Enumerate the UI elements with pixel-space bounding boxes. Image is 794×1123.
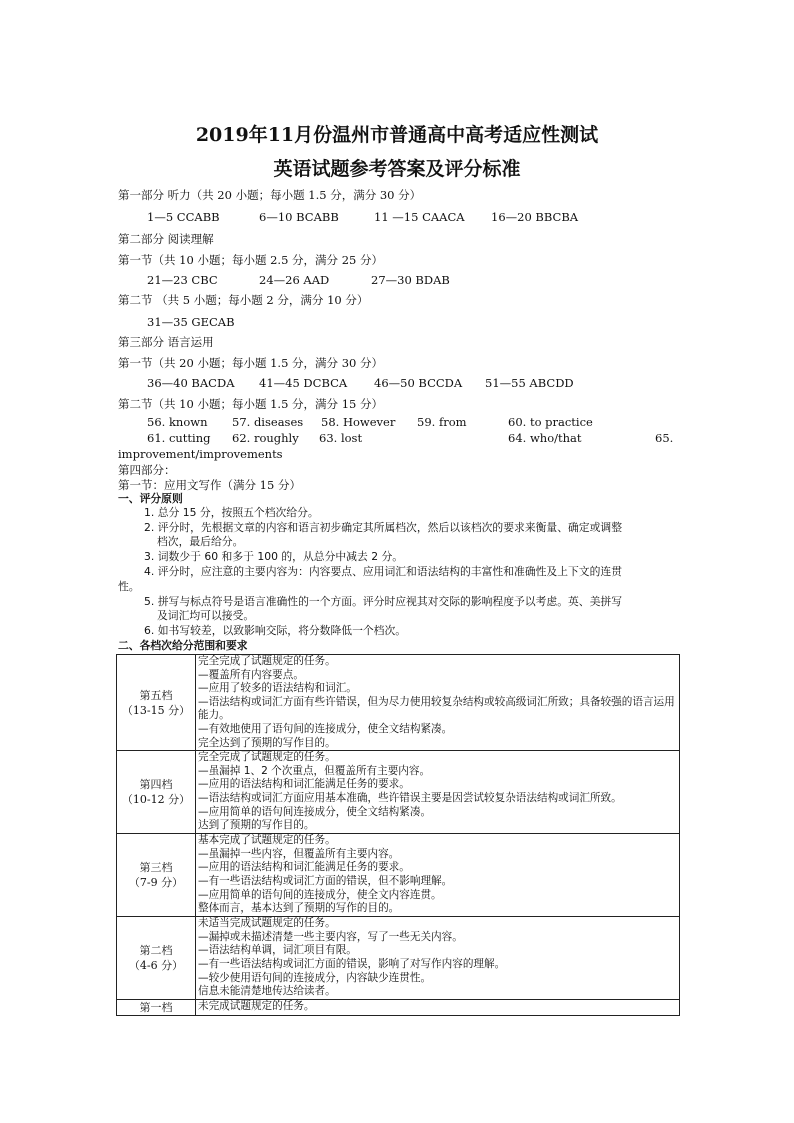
answer-item: 56. known <box>147 415 208 429</box>
answer-item: 62. roughly <box>232 431 299 445</box>
level-name: 第三档 <box>139 861 173 875</box>
level-range: （4-6 分） <box>128 959 184 973</box>
principle-line: 6. 如书写较差，以致影响交际，将分数降低一个档次。 <box>144 624 407 637</box>
table-row <box>117 1000 680 1016</box>
part2-sec1-heading: 第一节（共 10 小题；每小题 2.5 分，满分 25 分） <box>118 253 383 267</box>
description-line: —虽漏掉一些内容，但覆盖所有主要内容。 <box>198 847 400 860</box>
description-line: 完全完成了试题规定的任务。 <box>198 655 336 667</box>
part4-heading: 第四部分： <box>118 463 176 477</box>
description-line: —应用了较多的语法结构和词汇。 <box>198 682 357 695</box>
level-name: 第四档 <box>139 778 173 792</box>
level-description <box>196 917 680 1000</box>
level-range: （7-9 分） <box>128 876 184 890</box>
part2-heading: 第二部分 阅读理解 <box>118 232 214 246</box>
part1-heading: 第一部分 听力（共 20 小题；每小题 1.5 分，满分 30 分） <box>118 188 422 202</box>
levels-heading: 二、各档次给分范围和要求 <box>118 639 248 652</box>
description-line: —应用的语法结构和词汇能满足任务的要求。 <box>198 861 410 874</box>
answer-group: 36—40 BACDA <box>147 376 235 390</box>
description-line: 基本完成了试题规定的任务。 <box>198 834 336 847</box>
level-range: （10-12 分） <box>121 793 191 807</box>
description-line: —有一些语法结构或词汇方面的错误，影响了对写作内容的理解。 <box>198 957 506 970</box>
part3-heading: 第三部分 语言运用 <box>118 335 214 349</box>
answer-item: 57. diseases <box>232 415 304 429</box>
level-description <box>196 751 680 834</box>
answer-group: 21—23 CBC <box>147 273 218 287</box>
part2-sec2-heading: 第二节 （共 5 小题；每小题 2 分，满分 10 分） <box>118 293 369 307</box>
level-cell <box>117 834 196 917</box>
level-cell <box>117 1000 196 1016</box>
level-description <box>196 834 680 917</box>
answer-item: 60. to practice <box>508 415 593 429</box>
part3-sec1-heading: 第一节（共 20 小题；每小题 1.5 分，满分 30 分） <box>118 356 383 370</box>
description-line: —应用的语法结构和词汇能满足任务的要求。 <box>198 778 410 791</box>
level-name: 第一档 <box>139 1001 173 1015</box>
principles-heading: 一、评分原则 <box>118 492 183 505</box>
answer-item: 63. lost <box>319 431 363 445</box>
description-line: —较少使用语句间的连接成分，内容缺少连贯性。 <box>198 971 432 984</box>
part3-sec2-heading: 第二节（共 10 小题；每小题 1.5 分，满分 15 分） <box>118 397 383 411</box>
description-line: 达到了预期的写作目的。 <box>198 819 315 832</box>
answer-group: 41—45 DCBCA <box>259 376 348 390</box>
description-line: —有一些语法结构或词汇方面的错误，但不影响理解。 <box>198 874 453 887</box>
level-cell <box>117 751 196 834</box>
description-line: 完全达到了预期的写作目的。 <box>198 736 336 749</box>
description-line: —语法结构或词汇方面有些许错误，但为尽力使用较复杂结构或较高级词汇所致；具备较强的语言运用能力。 <box>198 695 675 722</box>
principle-line: 2. 评分时，先根据文章的内容和语言初步确定其所属档次，然后以该档次的要求来衡量、确定或调整 <box>144 521 622 534</box>
description-line: 未完成试题规定的任务。 <box>198 1000 315 1013</box>
principle-line: 1. 总分 15 分，按照五个档次给分。 <box>144 506 319 519</box>
answer-group: 1—5 CCABB <box>147 210 220 224</box>
description-line: 完全完成了试题规定的任务。 <box>198 751 336 764</box>
principle-line: 5. 拼写与标点符号是语言准确性的一个方面。评分时应视其对交际的影响程度予以考虑。英、美拼写 <box>144 595 622 608</box>
page-title: 2019年11月份温州市普通高中高考适应性测试 <box>195 124 599 146</box>
description-line: 信息未能清楚地传达给读者。 <box>198 985 336 998</box>
answer-item: 58. However <box>321 415 396 429</box>
level-name: 第二档 <box>139 944 173 958</box>
answer-item: 65. <box>655 431 674 445</box>
principle-line: 性。 <box>118 580 140 593</box>
grading-table <box>116 654 680 1016</box>
answer-group: 16—20 BBCBA <box>491 210 579 224</box>
answer-group: 31—35 GECAB <box>147 315 235 329</box>
level-cell <box>117 655 196 751</box>
description-line: —漏掉或未描述清楚一些主要内容，写了一些无关内容。 <box>198 930 463 943</box>
answer-item: 61. cutting <box>147 431 211 445</box>
answer-group: 27—30 BDAB <box>371 273 450 287</box>
principle-line: 4. 评分时，应注意的主要内容为：内容要点、应用词汇和语法结构的丰富性和准确性及上下文的连贯 <box>144 565 622 578</box>
description-line: —覆盖所有内容要点。 <box>198 668 304 681</box>
description-line: —应用简单的语句间的连接成分，使全文内容连贯。 <box>198 888 442 901</box>
table-row <box>117 834 680 917</box>
level-range: （13-15 分） <box>121 703 191 717</box>
answer-item: improvement/improvements <box>118 447 283 461</box>
description-line: 整体而言，基本达到了预期的写作的目的。 <box>198 902 400 915</box>
description-line: 未适当完成试题规定的任务。 <box>198 917 336 930</box>
principle-line: 及词汇均可以接受。 <box>157 609 255 622</box>
table-row <box>117 751 680 834</box>
level-name: 第五档 <box>139 688 173 702</box>
answer-group: 11 —15 CAACA <box>374 210 465 224</box>
table-row <box>117 917 680 1000</box>
description-line: —有效地使用了语句间的连接成分，使全文结构紧凑。 <box>198 722 453 735</box>
description-line: —语法结构单调，词汇项目有限。 <box>198 944 357 957</box>
description-line: —语法结构或词汇方面应用基本准确，些许错误主要是因尝试较复杂语法结构或词汇所致。 <box>198 791 622 804</box>
page-subtitle: 英语试题参考答案及评分标准 <box>273 158 521 180</box>
answer-group: 6—10 BCABB <box>259 210 339 224</box>
answer-item: 64. who/that <box>508 431 582 445</box>
description-line: —虽漏掉 1、2 个次重点，但覆盖所有主要内容。 <box>198 764 431 777</box>
answer-item: 59. from <box>417 415 467 429</box>
description-line: —应用简单的语句间连接成分，使全文结构紧凑。 <box>198 805 432 818</box>
answer-group: 46—50 BCCDA <box>374 376 463 390</box>
level-cell <box>117 917 196 1000</box>
part4-sec1-heading: 第一节：应用文写作（满分 15 分） <box>118 478 301 492</box>
answer-group: 24—26 AAD <box>259 273 330 287</box>
principle-line: 档次，最后给分。 <box>157 535 244 548</box>
level-description <box>196 1000 680 1016</box>
principle-line: 3. 词数少于 60 和多于 100 的，从总分中减去 2 分。 <box>144 550 404 563</box>
answer-group: 51—55 ABCDD <box>485 376 574 390</box>
level-description <box>196 655 680 751</box>
table-row <box>117 655 680 751</box>
